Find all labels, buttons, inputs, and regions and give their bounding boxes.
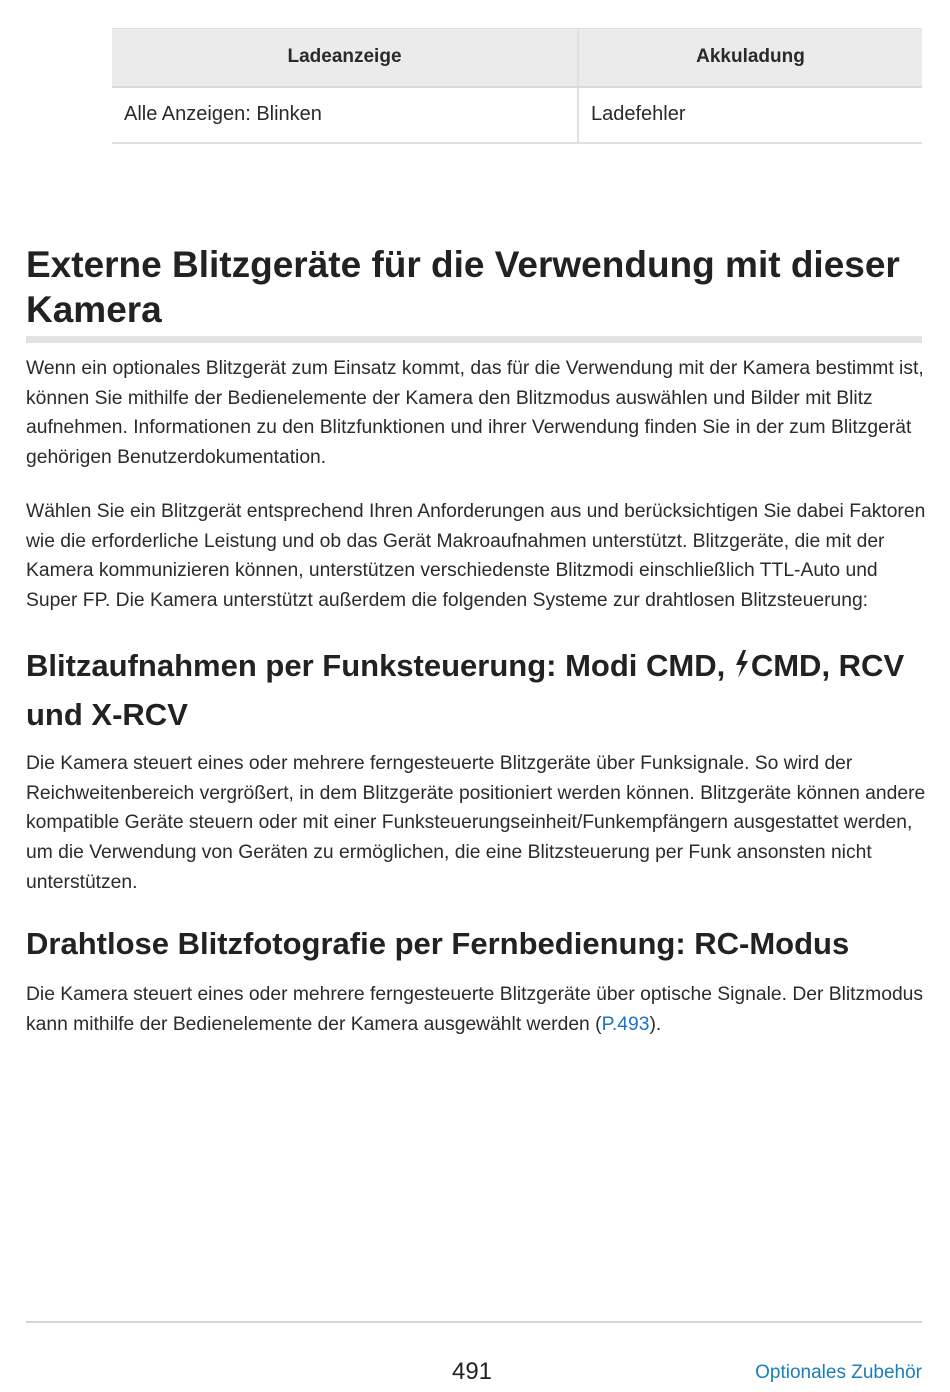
- radio-control-paragraph: Die Kamera steuert eines oder mehrere ferngesteuerte Blitzgeräte über Funksignale. So wird der Reichweitenbereich vergrößert, in dem Blitzgeräte positioniert werden können. Blitzgeräte können andere kompatible Geräte steuern oder mit einer Funksteuerungseinheit/Funkempfängern ausgestattet werden, um die Verwendung von Geräten zu ermöglichen, die eine Blitzsteuerung per Funk ansonsten nicht unterstützen.: [26, 753, 926, 893]
- footer-divider: [26, 1321, 922, 1323]
- rc-mode-text-1: Die Kamera steuert eines oder mehrere ferngesteuerte Blitzgeräte über optische Signale. Der Blitzmodus kann mithilfe der Bedienelemente der Kamera ausgewählt werden (: [26, 984, 924, 1035]
- selection-paragraph: Wählen Sie ein Blitzgerät entsprechend Ihren Anforderungen aus und berücksichtigen Sie dabei Faktoren wie die erforderliche Leistung und ob das Gerät Makroaufnahmen unterstützt. Blitzgeräte, die mit der Kamera kommunizieren können, unterstützen verschiedenste Blitzmodi einschließlich TTL-Auto und Super FP. Die Kamera unterstützt außerdem die folgenden Systeme zur drahtlosen Blitzsteuerung:: [26, 501, 926, 612]
- rc-mode-heading: Drahtlose Blitzfotografie per Fernbedienung: RC-Modus: [26, 926, 850, 961]
- radio-control-heading-text-1: Blitzaufnahmen per Funksteuerung: Modi CMD,: [26, 648, 734, 683]
- charge-status-table: [112, 28, 922, 144]
- page-number: 491: [451, 1358, 493, 1385]
- section-title: Externe Blitzgeräte für die Verwendung mit dieser Kamera: [26, 244, 900, 330]
- table-header-row: [112, 29, 922, 87]
- rc-mode-text-2: ).: [649, 1013, 662, 1035]
- radio-control-heading-text-2: CMD, RCV und X-RCV: [26, 648, 905, 732]
- table-cell: Ladefehler: [578, 87, 922, 143]
- table-cell: Alle Anzeigen: Blinken: [112, 87, 578, 143]
- column-header-charge-indicator: Ladeanzeige: [112, 29, 578, 87]
- intro-paragraph: Wenn ein optionales Blitzgerät zum Einsatz kommt, das für die Verwendung mit der Kamera bestimmt ist, können Sie mithilfe der Bedienelemente der Kamera den Blitzmodus auswählen und Bilder mit Blitz aufnehmen. Informationen zu den Blitzfunktionen und ihrer Verwendung finden Sie in der zum Blitzgerät gehörigen Benutzerdokumentation.: [26, 358, 924, 469]
- title-divider: [26, 336, 922, 343]
- column-header-battery-charge: Akkuladung: [578, 29, 922, 87]
- chapter-link[interactable]: Optionales Zubehör: [755, 1362, 922, 1383]
- table-row: [112, 87, 922, 143]
- page-reference-link[interactable]: P.493: [601, 1013, 650, 1035]
- rc-mode-paragraph: [26, 980, 926, 1039]
- flash-icon: [734, 644, 750, 691]
- radio-control-heading: [26, 642, 926, 738]
